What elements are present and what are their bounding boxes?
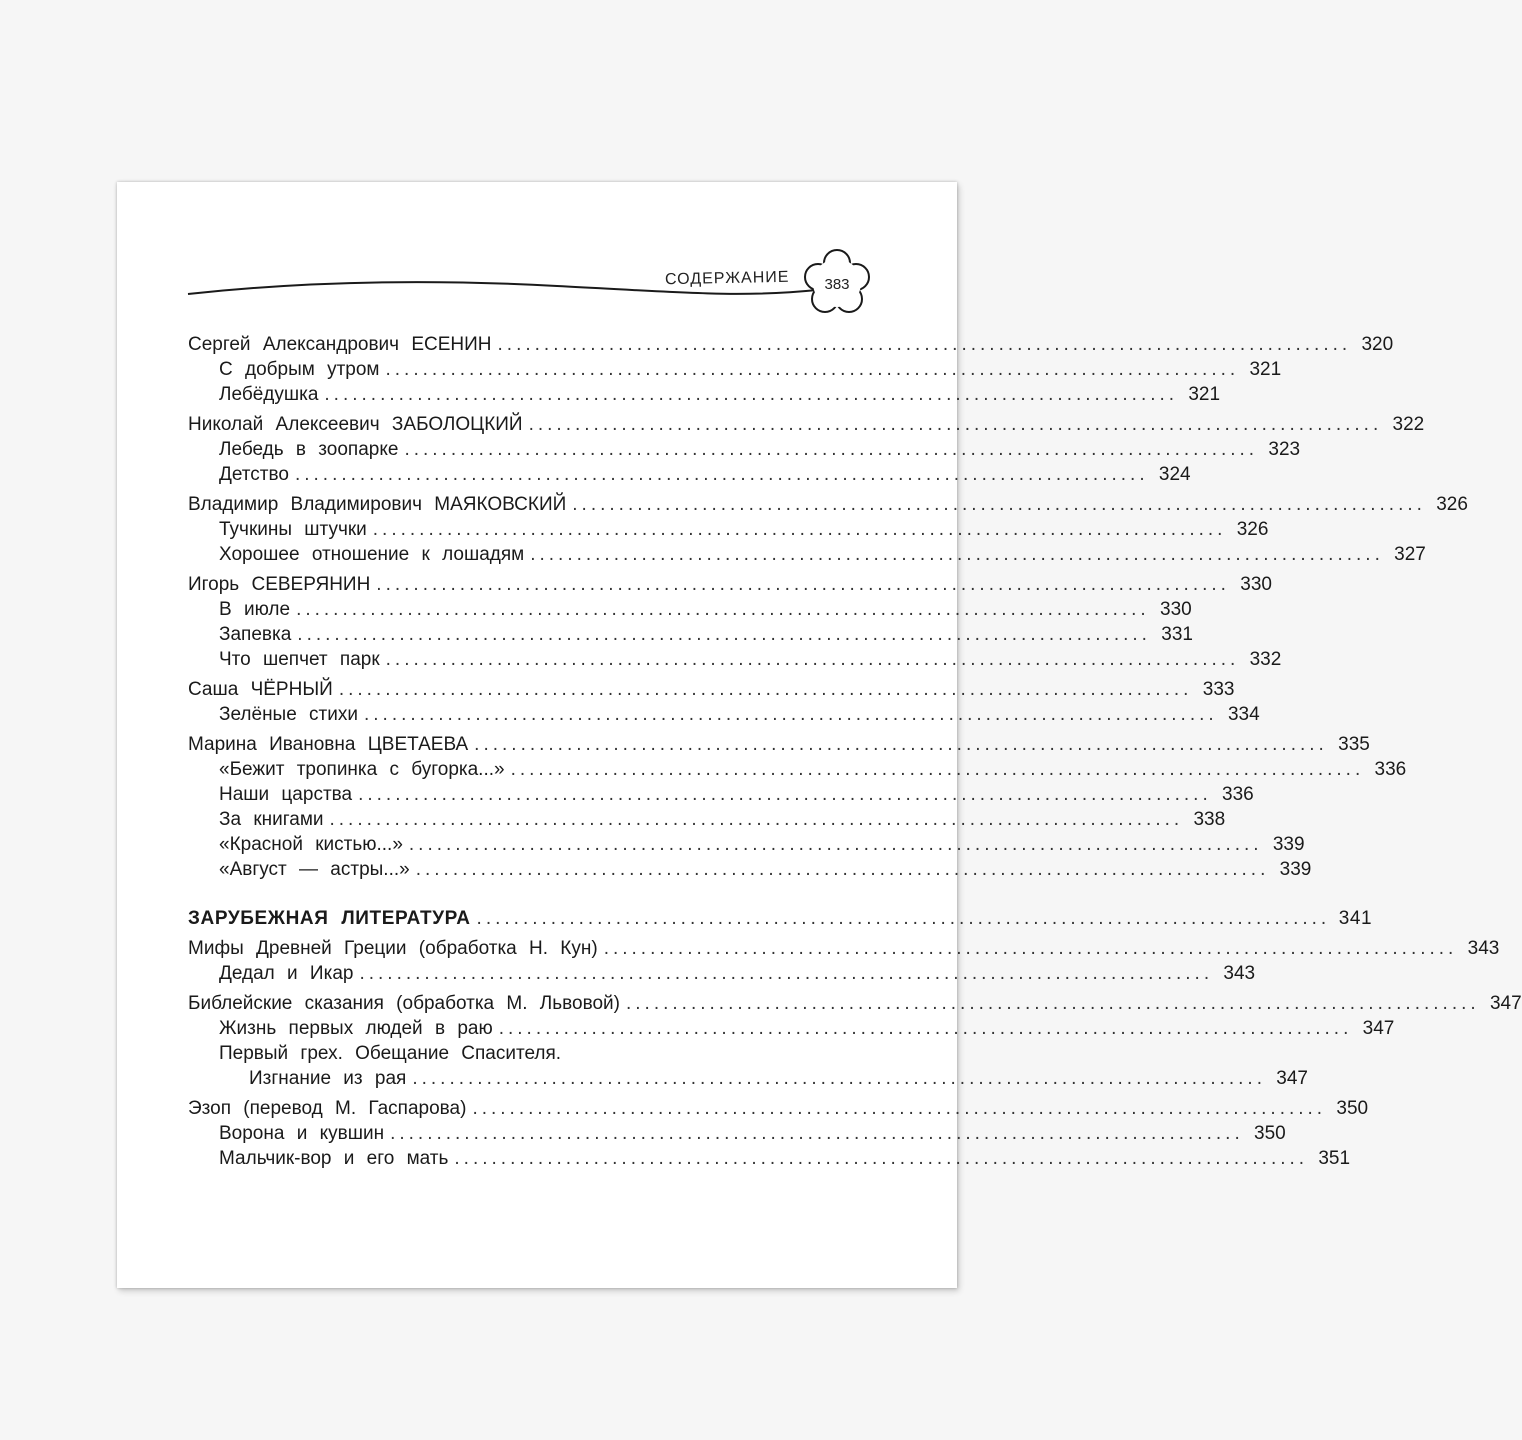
running-head: СОДЕРЖАНИЕ xyxy=(664,268,790,289)
toc-author-entry xyxy=(188,936,1500,961)
dot-leader: ............................................................................................ xyxy=(329,809,1184,830)
toc-section-entry xyxy=(188,906,1373,931)
toc-work-entry xyxy=(188,597,1192,622)
toc-entry-title: Наши царства xyxy=(219,784,353,805)
toc-entry-page-number: 320 xyxy=(1361,334,1394,355)
toc-entry-title: Мальчик-вор и его мать xyxy=(219,1148,449,1169)
toc-work-entry xyxy=(188,1066,1308,1091)
toc-entry-page-number: 336 xyxy=(1374,759,1407,780)
dot-leader: ............................................................................................ xyxy=(528,414,1383,435)
toc-entry-title: Зелёные стихи xyxy=(219,704,358,725)
dot-leader: ............................................................................................ xyxy=(497,334,1352,355)
dot-leader: ............................................................................................ xyxy=(404,439,1259,460)
dot-leader: ............................................................................................ xyxy=(376,574,1230,595)
toc-entry-page-number: 350 xyxy=(1254,1123,1286,1144)
toc-entry-title: Тучкины штучки xyxy=(219,519,367,540)
toc-entry-title: В июле xyxy=(219,599,291,620)
dot-leader: ............................................................................................ xyxy=(472,1098,1327,1119)
toc-work-entry xyxy=(188,647,1282,672)
toc-work-entry xyxy=(188,462,1191,487)
dot-leader: ............................................................................................ xyxy=(338,679,1193,700)
dot-leader: ............................................................................................ xyxy=(385,649,1240,670)
toc-author-entry xyxy=(188,677,1235,702)
toc-entry-title: Дедал и Икар xyxy=(219,963,354,984)
toc-entry-page-number: 326 xyxy=(1236,519,1269,540)
toc-entry-title: Библейские сказания (обработка М. Львовой) xyxy=(188,993,620,1014)
toc-entry-title: Жизнь первых людей в раю xyxy=(219,1018,493,1039)
toc-work-entry xyxy=(188,1121,1286,1146)
toc-entry-title: Владимир Владимирович МАЯКОВСКИЙ xyxy=(188,494,567,515)
toc-entry-page-number: 321 xyxy=(1249,359,1282,380)
dot-leader: ............................................................................................ xyxy=(297,624,1151,645)
toc-entry-page-number: 343 xyxy=(1223,963,1256,984)
dot-leader: ............................................................................................ xyxy=(385,359,1240,380)
toc-entry-title: «Август — астры...» xyxy=(219,859,410,880)
toc-author-entry xyxy=(188,1096,1369,1121)
toc-author-entry xyxy=(188,332,1394,357)
toc-entry-page-number: 341 xyxy=(1338,908,1373,929)
header-decoration xyxy=(117,182,957,322)
toc-entry-page-number: 347 xyxy=(1362,1018,1395,1039)
toc-entry-page-number: 350 xyxy=(1336,1098,1369,1119)
table-of-contents xyxy=(188,332,1522,1171)
dot-leader: ............................................................................................ xyxy=(358,784,1212,805)
toc-entry-page-number: 324 xyxy=(1158,464,1191,485)
toc-entry-title: Что шепчет парк xyxy=(219,649,380,670)
toc-entry-page-number: 338 xyxy=(1193,809,1226,830)
dot-leader: ............................................................................................ xyxy=(474,734,1328,755)
dot-leader: ............................................................................................ xyxy=(294,464,1149,485)
dot-leader: ............................................................................................ xyxy=(603,938,1458,959)
toc-work-entry xyxy=(188,357,1282,382)
toc-work-entry xyxy=(188,757,1407,782)
toc-work-entry xyxy=(188,437,1301,462)
toc-entry-page-number: 334 xyxy=(1227,704,1260,725)
toc-entry-page-number: 326 xyxy=(1436,494,1468,515)
dot-leader: ............................................................................................ xyxy=(415,859,1270,880)
dot-leader: ............................................................................................ xyxy=(498,1018,1353,1039)
toc-work-entry xyxy=(188,1016,1395,1041)
toc-entry-page-number: 343 xyxy=(1467,938,1500,959)
dot-leader: ............................................................................................ xyxy=(372,519,1227,540)
toc-work-entry xyxy=(188,807,1226,832)
toc-entry-title: Лебёдушка xyxy=(219,384,319,405)
toc-work-entry xyxy=(188,832,1305,857)
dot-leader: ............................................................................................ xyxy=(364,704,1218,725)
toc-entry-page-number: 327 xyxy=(1394,544,1426,565)
dot-leader: ............................................................................................ xyxy=(390,1123,1244,1144)
toc-entry-title: Ворона и кувшин xyxy=(219,1123,385,1144)
dot-leader: ............................................................................................ xyxy=(476,908,1331,929)
toc-entry-title: Игорь СЕВЕРЯНИН xyxy=(188,574,371,595)
toc-entry-page-number: 322 xyxy=(1392,414,1425,435)
dot-leader: ............................................................................................ xyxy=(530,544,1384,565)
toc-work-entry xyxy=(188,622,1193,647)
toc-author-entry xyxy=(188,412,1425,437)
dot-leader: ............................................................................................ xyxy=(412,1068,1266,1089)
toc-entry-page-number: 333 xyxy=(1202,679,1235,700)
toc-entry-page-number: 331 xyxy=(1161,624,1193,645)
toc-author-entry xyxy=(188,572,1272,597)
toc-entry-title: Лебедь в зоопарке xyxy=(219,439,399,460)
toc-entry-title: Детство xyxy=(219,464,289,485)
toc-entry-title: «Красной кистью...» xyxy=(219,834,403,855)
toc-entry-page-number: 321 xyxy=(1188,384,1221,405)
toc-entry-page-number: 323 xyxy=(1268,439,1301,460)
dot-leader: ............................................................................................ xyxy=(359,963,1214,984)
page-number: 383 xyxy=(824,276,850,293)
toc-entry-page-number: 335 xyxy=(1338,734,1370,755)
toc-entry-title: Первый грех. Обещание Спасителя. xyxy=(219,1043,562,1064)
toc-entry-page-number: 336 xyxy=(1222,784,1254,805)
dot-leader: ............................................................................................ xyxy=(626,993,1480,1014)
toc-work-entry xyxy=(188,382,1221,407)
toc-entry-title: Изгнание из рая xyxy=(249,1068,407,1089)
toc-entry-title: «Бежит тропинка с бугорка...» xyxy=(219,759,505,780)
dot-leader: ............................................................................................ xyxy=(454,1148,1309,1169)
toc-entry-page-number: 339 xyxy=(1279,859,1312,880)
toc-work-entry xyxy=(188,542,1426,567)
toc-entry-title: Марина Ивановна ЦВЕТАЕВА xyxy=(188,734,469,755)
book-page xyxy=(117,182,1522,1288)
toc-entry-title: Хорошее отношение к лошадям xyxy=(219,544,525,565)
dot-leader: ............................................................................................ xyxy=(408,834,1263,855)
toc-author-entry xyxy=(188,991,1522,1016)
toc-work-entry xyxy=(188,782,1254,807)
dot-leader: ............................................................................................ xyxy=(324,384,1179,405)
toc-entry-title: Николай Алексеевич ЗАБОЛОЦКИЙ xyxy=(188,414,523,435)
toc-author-entry xyxy=(188,732,1370,757)
toc-entry-title: Мифы Древней Греции (обработка Н. Кун) xyxy=(188,938,598,959)
toc-entry-page-number: 347 xyxy=(1276,1068,1308,1089)
toc-work-entry xyxy=(188,1146,1351,1171)
toc-entry-page-number: 330 xyxy=(1160,599,1192,620)
toc-entry-page-number: 330 xyxy=(1240,574,1272,595)
toc-work-entry xyxy=(188,857,1312,882)
toc-entry-title: Запевка xyxy=(219,624,292,645)
toc-entry-title: С добрым утром xyxy=(219,359,380,380)
toc-work-entry xyxy=(188,1041,838,1066)
toc-work-entry xyxy=(188,961,1256,986)
toc-entry-title: Эзоп (перевод М. Гаспарова) xyxy=(188,1098,467,1119)
toc-entry-title: Саша ЧЁРНЫЙ xyxy=(188,679,333,700)
dot-leader: ............................................................................................ xyxy=(296,599,1150,620)
dot-leader: ............................................................................................ xyxy=(510,759,1365,780)
toc-entry-title: За книгами xyxy=(219,809,324,830)
toc-entry-page-number: 339 xyxy=(1272,834,1305,855)
toc-work-entry xyxy=(188,702,1260,727)
toc-work-entry xyxy=(188,517,1269,542)
toc-entry-title: ЗАРУБЕЖНАЯ ЛИТЕРАТУРА xyxy=(188,908,471,929)
toc-entry-page-number: 351 xyxy=(1318,1148,1351,1169)
dot-leader: ............................................................................................ xyxy=(572,494,1426,515)
toc-author-entry xyxy=(188,492,1468,517)
toc-entry-title: Сергей Александрович ЕСЕНИН xyxy=(188,334,492,355)
toc-entry-page-number: 347 xyxy=(1489,993,1522,1014)
toc-entry-page-number: 332 xyxy=(1249,649,1282,670)
